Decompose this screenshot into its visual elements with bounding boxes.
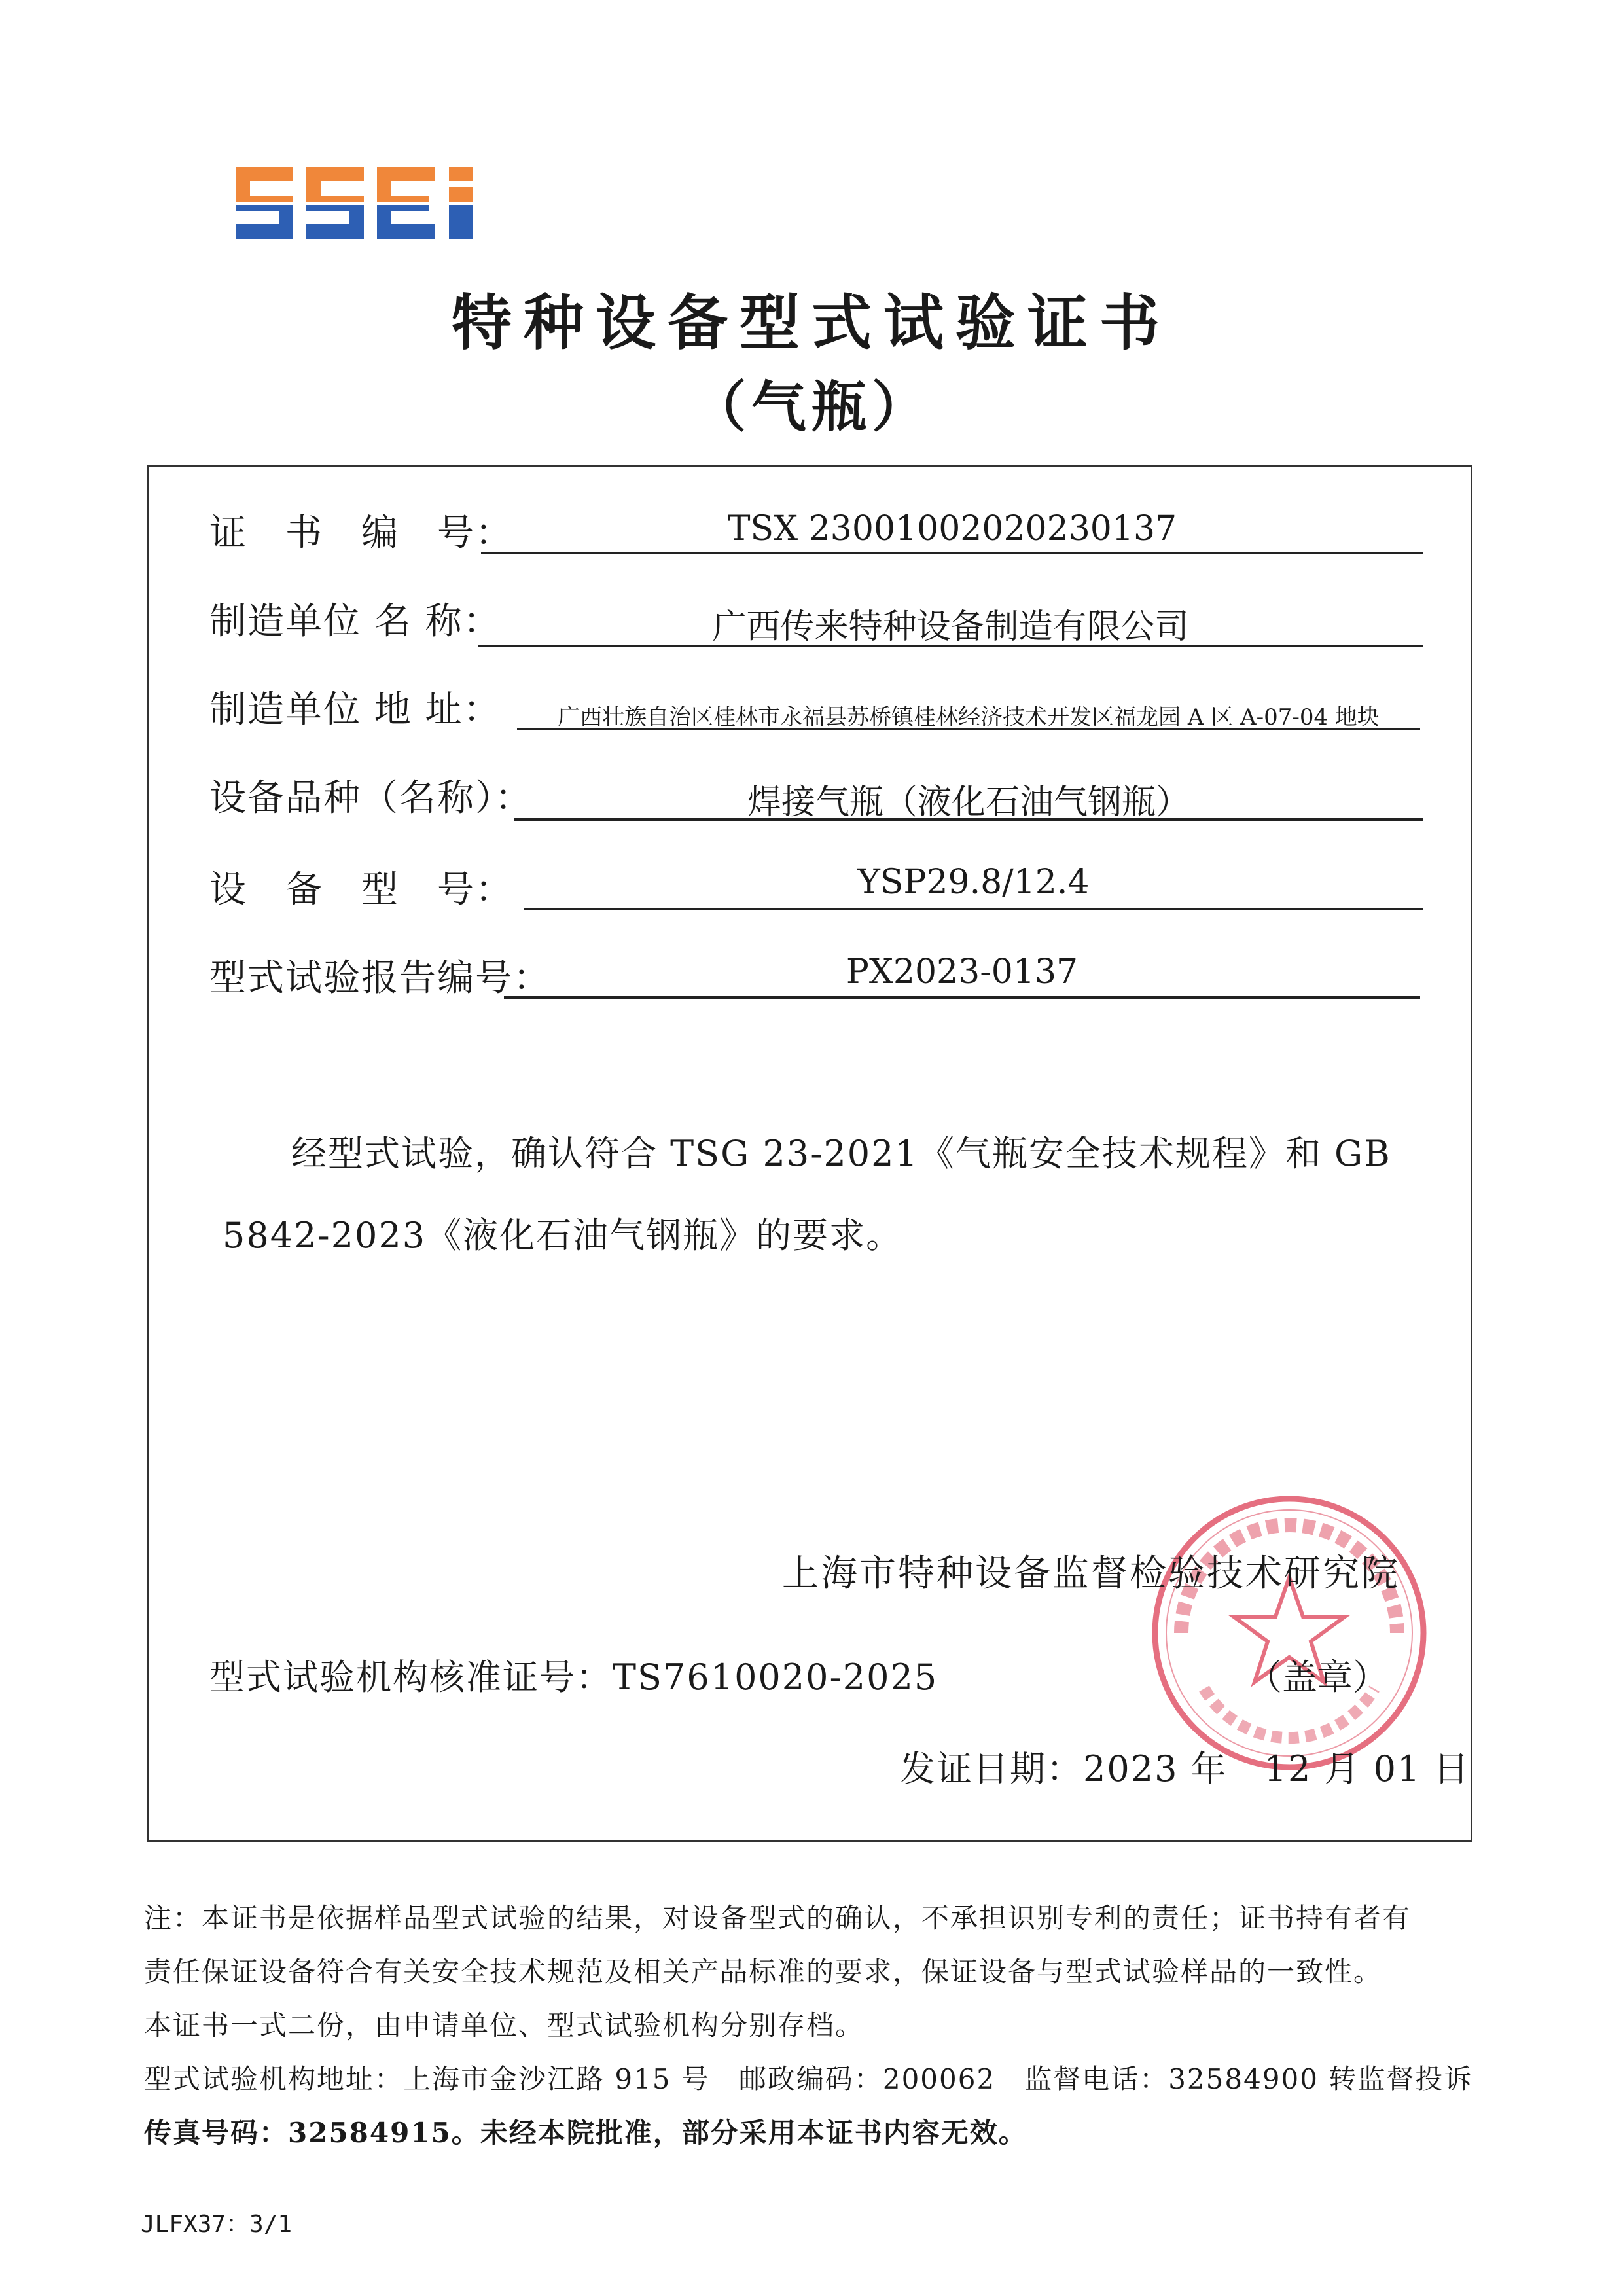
field-value-equipment-type: 焊接气瓶（液化石油气钢瓶） bbox=[747, 783, 1190, 822]
official-seal-stamp bbox=[1142, 1486, 1436, 1780]
note-line-5: 传真号码：32584915。未经本院批准，部分采用本证书内容无效。 bbox=[144, 2117, 1027, 2149]
field-value-manufacturer: 广西传来特种设备制造有限公司 bbox=[712, 607, 1189, 647]
statement-line-2: 5842-2023《液化石油气钢瓶》的要求。 bbox=[223, 1215, 903, 1256]
field-value-model: YSP29.8/12.4 bbox=[857, 863, 1090, 902]
document-code: JLFX37：3/1 bbox=[141, 2211, 293, 2238]
field-label-model: 设 备 型 号： bbox=[209, 869, 513, 911]
note-line-4: 型式试验机构地址：上海市金沙江路 915 号 邮政编码：200062 监督电话：32584900 转监督投诉 bbox=[144, 2063, 1473, 2095]
field-label-equipment-type: 设备品种（名称）： bbox=[209, 777, 533, 819]
field-label-cert-no: 证 书 编 号： bbox=[209, 512, 513, 554]
seal-note: （盖章） bbox=[1247, 1657, 1388, 1698]
field-label-manufacturer: 制造单位 名 称： bbox=[209, 600, 501, 643]
notes-block bbox=[144, 1892, 1492, 2160]
certificate-title: 特种设备型式试验证书 bbox=[451, 287, 1171, 358]
issue-date: 发证日期：2023 年 12 月 01 日 bbox=[900, 1748, 1471, 1789]
ssei-logo bbox=[236, 167, 510, 239]
field-label-report-no: 型式试验报告编号： bbox=[209, 957, 551, 999]
approval-number: 型式试验机构核准证号：TS7610020-2025 bbox=[209, 1657, 938, 1698]
field-label-address: 制造单位 地 址： bbox=[209, 689, 501, 731]
field-value-address: 广西壮族自治区桂林市永福县苏桥镇桂林经济技术开发区福龙园 A 区 A-07-04 地块 bbox=[558, 704, 1380, 730]
note-line-1: 注：本证书是依据样品型式试验的结果，对设备型式的确认，不承担识别专利的责任；证书持有者有 bbox=[144, 1902, 1412, 1934]
certificate-subtitle: （气瓶） bbox=[690, 374, 932, 439]
issuing-institute: 上海市特种设备监督检验技术研究院 bbox=[782, 1552, 1400, 1595]
note-line-3: 本证书一式二份，由申请单位、型式试验机构分别存档。 bbox=[144, 2009, 865, 2041]
field-value-report-no: PX2023-0137 bbox=[846, 952, 1079, 992]
statement-line-1: 经型式试验，确认符合 TSG 23-2021《气瓶安全技术规程》和 GB bbox=[291, 1133, 1391, 1174]
note-line-2: 责任保证设备符合有关安全技术规范及相关产品标准的要求，保证设备与型式试验样品的一致性。 bbox=[144, 1956, 1383, 1988]
field-value-cert-no: TSX 23001002020230137 bbox=[727, 509, 1177, 548]
